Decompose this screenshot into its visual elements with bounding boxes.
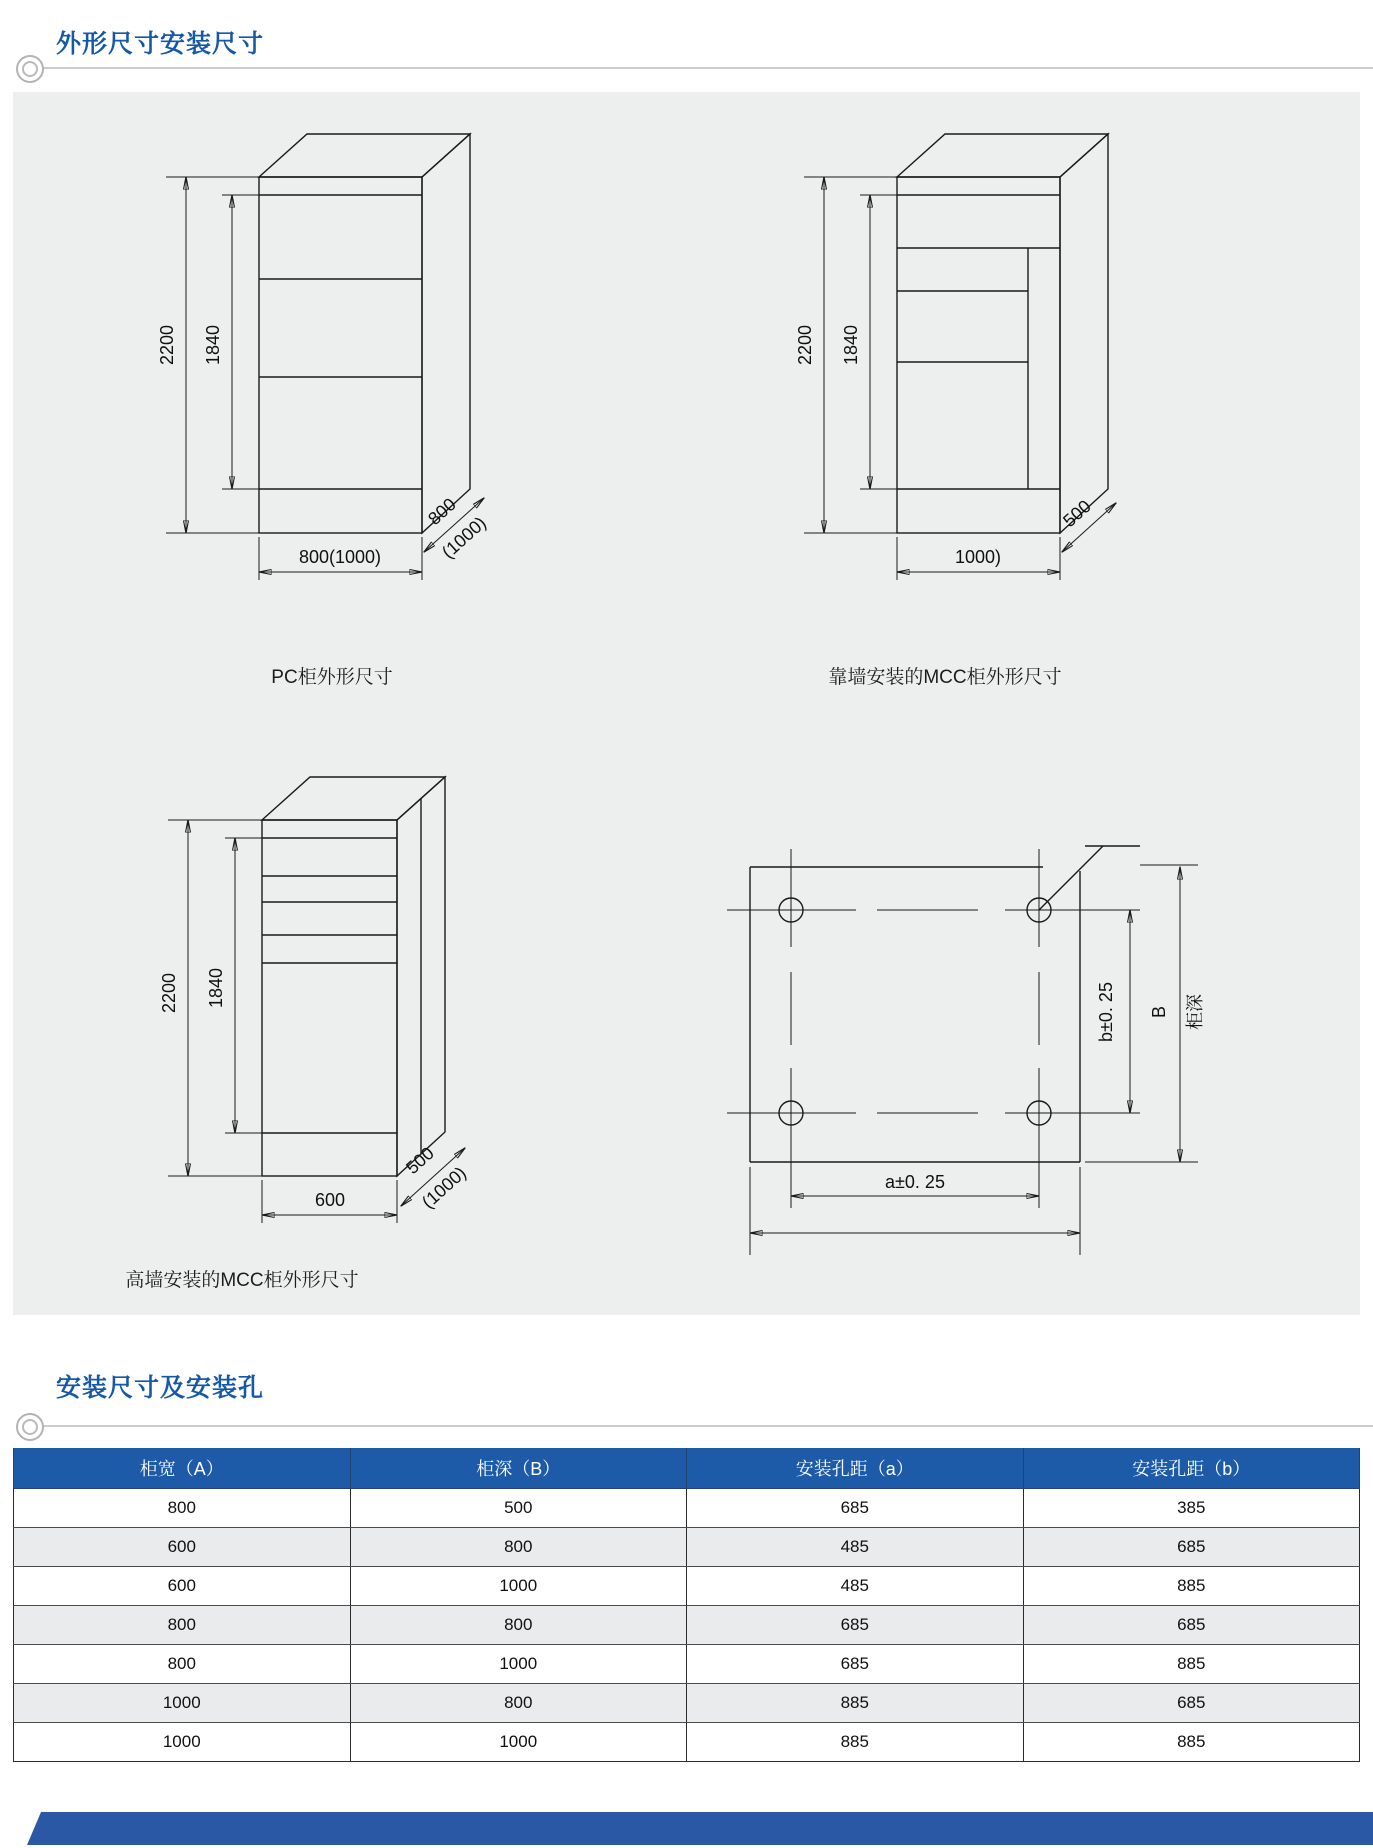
mounting-hole-plan-drawing xyxy=(620,750,1280,1270)
center-lines xyxy=(727,849,1140,1208)
table-cell: 885 xyxy=(1023,1645,1360,1684)
col-header-cabinet-depth: 柜深（B） xyxy=(350,1448,687,1489)
table-cell: 1000 xyxy=(350,1567,687,1606)
col-header-cabinet-width: 柜宽（A） xyxy=(14,1448,351,1489)
table-cell: 1000 xyxy=(350,1723,687,1762)
table-cell: 800 xyxy=(350,1528,687,1567)
dim-label-depth-alt: (1000) xyxy=(437,512,491,563)
table-cell: 885 xyxy=(687,1684,1024,1723)
table-cell: 800 xyxy=(14,1606,351,1645)
table-cell: 600 xyxy=(14,1567,351,1606)
table-cell: 685 xyxy=(687,1489,1024,1528)
mcc-tall-caption: 高墙安装的MCC柜外形尺寸 xyxy=(125,1270,359,1291)
dim-label-width: 800(1000) xyxy=(298,547,382,567)
table-cell: 685 xyxy=(687,1645,1024,1684)
ring-icon xyxy=(16,1413,44,1441)
mcc-wall-caption: 靠墙安装的MCC柜外形尺寸 xyxy=(828,667,1062,688)
dim-label-width: 1000) xyxy=(954,547,1002,567)
dim-label-height-outer: 2200 xyxy=(159,972,179,1014)
col-header-hole-distance-a: 安装孔距（a） xyxy=(687,1448,1024,1489)
table-cell: 800 xyxy=(350,1684,687,1723)
pc-cabinet-drawing xyxy=(110,100,510,620)
dim-label-depth: 500 xyxy=(402,1143,438,1179)
table-cell: 500 xyxy=(350,1489,687,1528)
table-cell: 1000 xyxy=(14,1684,351,1723)
table-cell: 685 xyxy=(1023,1528,1360,1567)
cabinet-body xyxy=(897,134,1108,533)
mcc-tall-cabinet-drawing xyxy=(110,690,530,1330)
table-row xyxy=(14,1684,1360,1723)
table-cell: 885 xyxy=(687,1723,1024,1762)
table-cell: 1000 xyxy=(14,1723,351,1762)
dim-label-height-outer: 2200 xyxy=(157,324,177,366)
ring-icon xyxy=(16,55,44,83)
dim-label-cabinet-depth: 柜深 xyxy=(1185,994,1205,1030)
table-row xyxy=(14,1723,1360,1762)
dim-label-depth: 500 xyxy=(1059,496,1095,532)
dim-label-height-inner: 1840 xyxy=(206,967,226,1009)
dim-label-depth-letter: B xyxy=(1149,1005,1169,1019)
table-row xyxy=(14,1528,1360,1567)
dim-label-height-inner: 1840 xyxy=(841,324,861,366)
table-cell: 800 xyxy=(14,1489,351,1528)
table-cell: 1000 xyxy=(350,1645,687,1684)
dimension-lines xyxy=(750,865,1198,1255)
table-cell: 800 xyxy=(350,1606,687,1645)
dim-label-hole-span-vertical: b±0. 25 xyxy=(1096,982,1116,1042)
divider-line xyxy=(42,67,1373,69)
mcc-wall-cabinet-drawing xyxy=(740,100,1180,620)
table-cell: 800 xyxy=(14,1645,351,1684)
cabinet-body xyxy=(262,777,445,1179)
dim-label-hole-span-horizontal: a±0. 25 xyxy=(885,1172,945,1192)
table-cell: 685 xyxy=(687,1606,1024,1645)
table-row xyxy=(14,1645,1360,1684)
table-row xyxy=(14,1606,1360,1645)
table-cell: 685 xyxy=(1023,1684,1360,1723)
pc-cabinet-caption: PC柜外形尺寸 xyxy=(271,667,393,688)
footer-bar xyxy=(27,1812,1373,1845)
section1-title: 外形尺寸安装尺寸 xyxy=(56,30,265,58)
table-cell: 485 xyxy=(687,1528,1024,1567)
table-cell: 885 xyxy=(1023,1723,1360,1762)
dim-label-height-inner: 1840 xyxy=(203,324,223,366)
table-cell: 685 xyxy=(1023,1606,1360,1645)
col-header-hole-distance-b: 安装孔距（b） xyxy=(1023,1448,1360,1489)
dim-label-depth-alt: (1000) xyxy=(417,1162,471,1213)
base-outline xyxy=(750,846,1140,1162)
table-cell: 600 xyxy=(14,1528,351,1567)
table-row xyxy=(14,1489,1360,1528)
table-cell: 485 xyxy=(687,1567,1024,1606)
table-header-row xyxy=(14,1448,1360,1489)
dim-label-width: 600 xyxy=(314,1190,346,1210)
divider-line xyxy=(42,1425,1373,1427)
dim-label-depth: 800 xyxy=(424,494,460,530)
table-row xyxy=(14,1567,1360,1606)
dim-label-height-outer: 2200 xyxy=(795,324,815,366)
section2-title: 安装尺寸及安装孔 xyxy=(56,1374,265,1402)
cabinet-body xyxy=(259,134,470,533)
table-cell: 385 xyxy=(1023,1489,1360,1528)
mounting-dimensions-table xyxy=(13,1448,1360,1762)
table-cell: 885 xyxy=(1023,1567,1360,1606)
